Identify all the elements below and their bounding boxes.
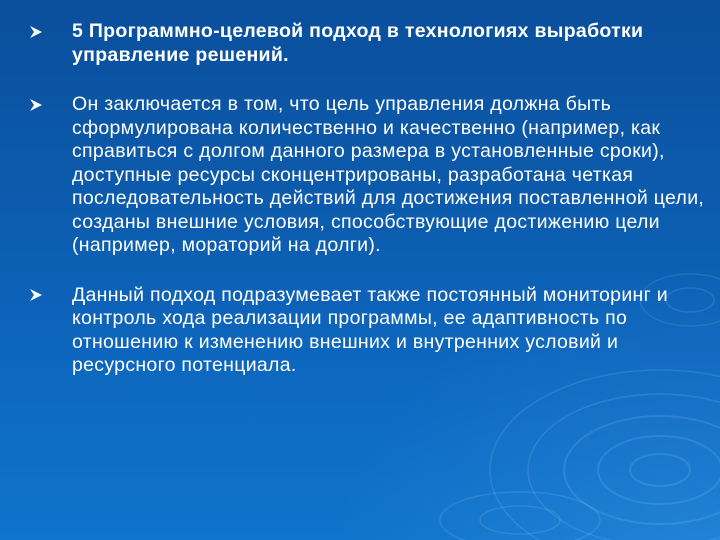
arrowhead-bullet-icon [28,20,44,43]
bullet-text: 5 Программно-целевой подход в технологиях выработки управление решений. [72,20,644,66]
bullet-text: Он заключается в том, что цель управления должна быть сформулирована количественно и качественно (например, как справиться с долгом данного размера в установленные сроки), доступные ресурсы сконцентрированы, разработана четкая последовательность действий для достижения поставленной цели, созданы внешние условия, способствующие достижению цели (например, мораторий на долги). [72,93,705,256]
bullet-text: Данный подход подразумевает также постоянный мониторинг и контроль хода реализации программы, ее адаптивность по отношению к изменению внешних и внутренних условий и ресурсного потенциала. [72,283,668,376]
bullet-item-definition [28,93,708,258]
bullet-item-monitoring [28,284,708,378]
arrowhead-bullet-icon [28,93,44,116]
bullet-list [28,20,708,378]
arrowhead-bullet-icon [28,284,44,307]
bullet-item-heading [28,20,708,67]
